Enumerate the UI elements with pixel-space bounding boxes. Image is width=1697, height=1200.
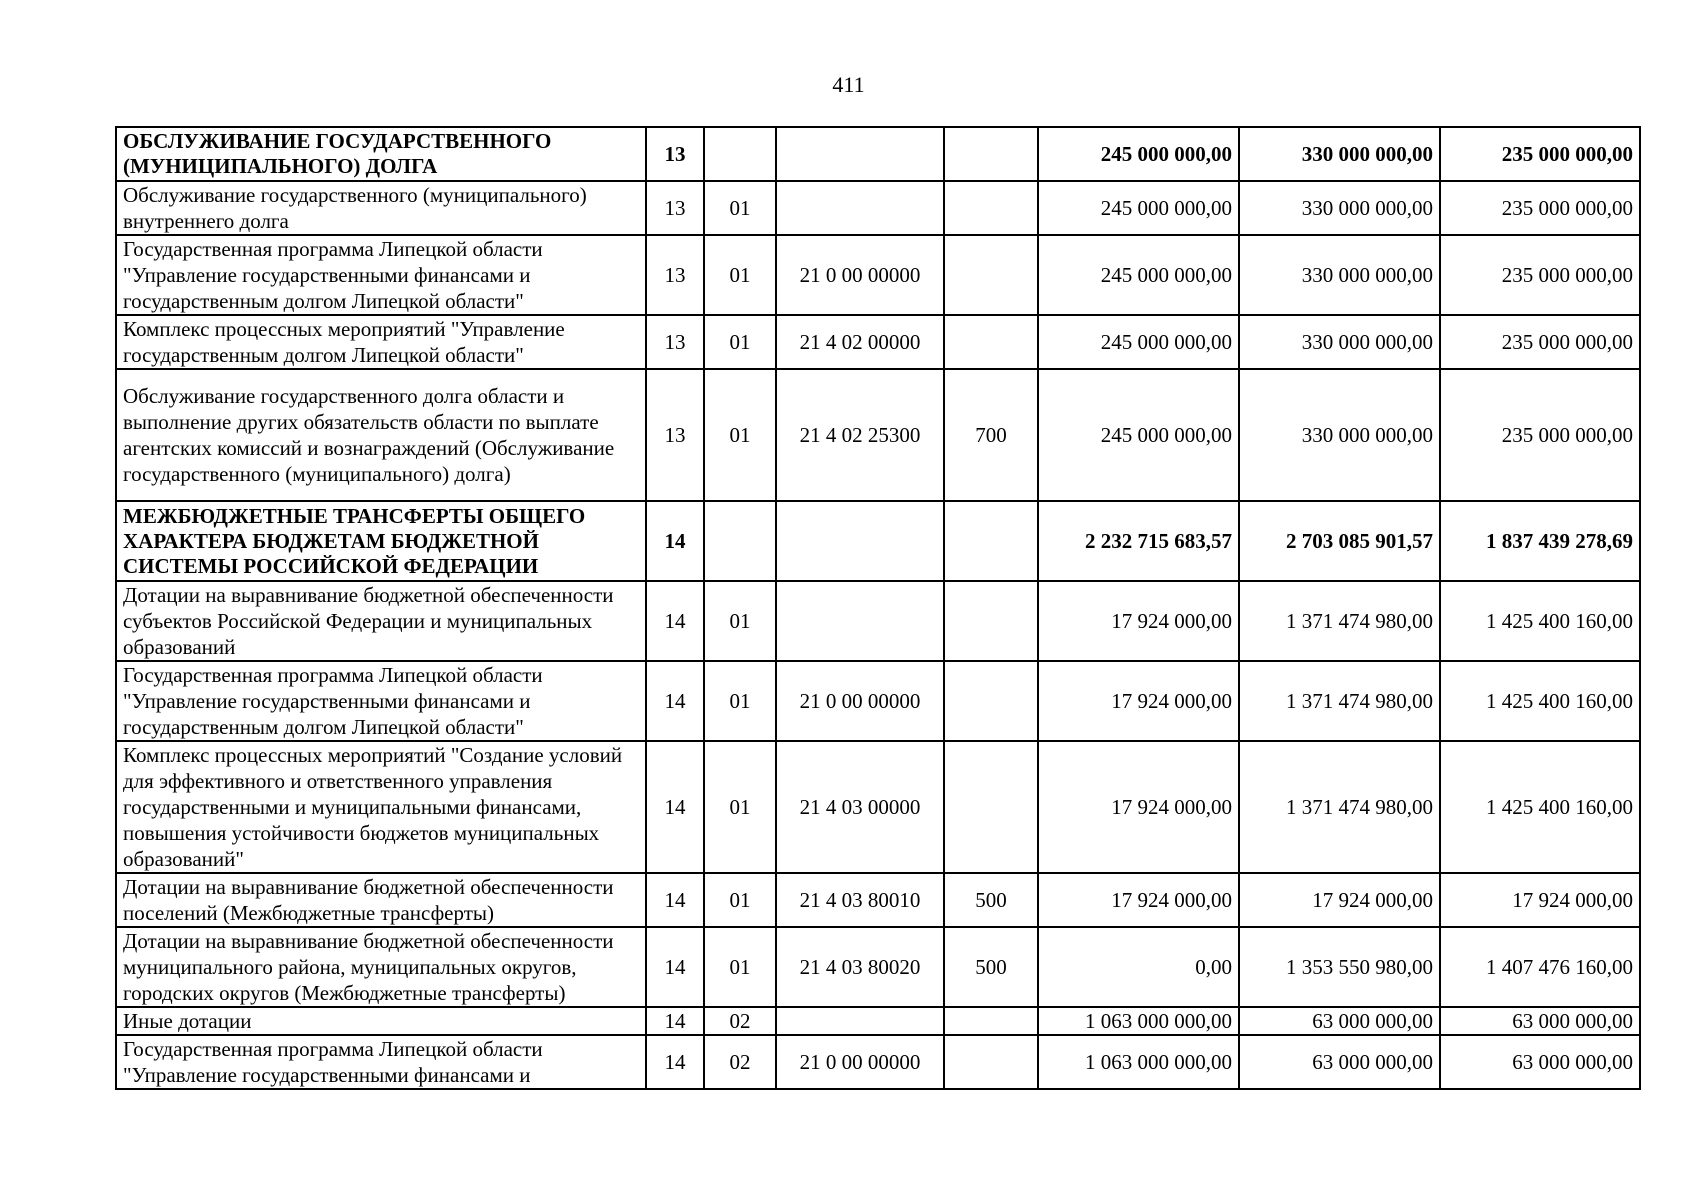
amount-year2-cell: 330 000 000,00 xyxy=(1239,127,1440,181)
amount-year1-cell: 245 000 000,00 xyxy=(1038,181,1239,235)
expense-type-cell xyxy=(944,1035,1038,1089)
amount-year3-cell: 235 000 000,00 xyxy=(1440,369,1640,501)
amount-year2-cell: 63 000 000,00 xyxy=(1239,1035,1440,1089)
expense-name-cell: Дотации на выравнивание бюджетной обеспеченности субъектов Российской Федерации и муниципальных образований xyxy=(116,581,646,661)
subsection-code-cell: 01 xyxy=(704,181,776,235)
section-code-cell: 14 xyxy=(646,581,704,661)
subsection-code-cell: 01 xyxy=(704,581,776,661)
amount-year3-cell: 1 425 400 160,00 xyxy=(1440,741,1640,873)
table-row xyxy=(116,1035,1640,1089)
amount-year2-cell: 330 000 000,00 xyxy=(1239,369,1440,501)
expense-name-cell: Обслуживание государственного долга области и выполнение других обязательств области по выплате агентских комиссий и вознаграждений (Обслуживание государственного (муниципального) долга) xyxy=(116,369,646,501)
table-row xyxy=(116,369,1640,501)
section-code-cell: 14 xyxy=(646,927,704,1007)
subsection-code-cell: 01 xyxy=(704,873,776,927)
expense-name-cell: Государственная программа Липецкой области "Управление государственными финансами и государственным долгом Липецкой области" xyxy=(116,661,646,741)
expense-type-cell xyxy=(944,661,1038,741)
subsection-code-cell: 01 xyxy=(704,927,776,1007)
section-code-cell: 13 xyxy=(646,127,704,181)
amount-year1-cell: 245 000 000,00 xyxy=(1038,369,1239,501)
subsection-code-cell: 01 xyxy=(704,661,776,741)
amount-year3-cell: 17 924 000,00 xyxy=(1440,873,1640,927)
subsection-code-cell: 02 xyxy=(704,1007,776,1035)
table-row xyxy=(116,741,1640,873)
amount-year2-cell: 330 000 000,00 xyxy=(1239,315,1440,369)
section-code-cell: 14 xyxy=(646,661,704,741)
section-code-cell: 13 xyxy=(646,235,704,315)
expense-name-cell: Комплекс процессных мероприятий "Управление государственным долгом Липецкой области" xyxy=(116,315,646,369)
subsection-code-cell: 01 xyxy=(704,315,776,369)
table-row xyxy=(116,181,1640,235)
expense-type-cell xyxy=(944,581,1038,661)
amount-year3-cell: 235 000 000,00 xyxy=(1440,235,1640,315)
section-code-cell: 14 xyxy=(646,1035,704,1089)
expense-name-cell: МЕЖБЮДЖЕТНЫЕ ТРАНСФЕРТЫ ОБЩЕГО ХАРАКТЕРА БЮДЖЕТАМ БЮДЖЕТНОЙ СИСТЕМЫ РОССИЙСКОЙ ФЕДЕРАЦИИ xyxy=(116,501,646,581)
expense-name-cell: Иные дотации xyxy=(116,1007,646,1035)
target-article-cell xyxy=(776,1007,944,1035)
target-article-cell: 21 0 00 00000 xyxy=(776,235,944,315)
expense-name-cell: Комплекс процессных мероприятий "Создание условий для эффективного и ответственного управления государственными и муниципальными финансами, повышения устойчивости бюджетов муниципальных образований" xyxy=(116,741,646,873)
table-row xyxy=(116,127,1640,181)
section-code-cell: 14 xyxy=(646,873,704,927)
amount-year2-cell: 1 371 474 980,00 xyxy=(1239,581,1440,661)
section-code-cell: 14 xyxy=(646,741,704,873)
amount-year1-cell: 0,00 xyxy=(1038,927,1239,1007)
expense-type-cell xyxy=(944,741,1038,873)
amount-year2-cell: 330 000 000,00 xyxy=(1239,181,1440,235)
target-article-cell xyxy=(776,127,944,181)
expense-type-cell xyxy=(944,127,1038,181)
amount-year2-cell: 1 371 474 980,00 xyxy=(1239,661,1440,741)
table-row xyxy=(116,873,1640,927)
amount-year3-cell: 1 425 400 160,00 xyxy=(1440,581,1640,661)
amount-year2-cell: 63 000 000,00 xyxy=(1239,1007,1440,1035)
amount-year3-cell: 235 000 000,00 xyxy=(1440,127,1640,181)
page-number: 411 xyxy=(832,72,865,97)
amount-year2-cell: 17 924 000,00 xyxy=(1239,873,1440,927)
subsection-code-cell: 01 xyxy=(704,369,776,501)
table-row xyxy=(116,501,1640,581)
amount-year1-cell: 17 924 000,00 xyxy=(1038,581,1239,661)
table-row xyxy=(116,581,1640,661)
budget-table xyxy=(115,126,1641,1090)
target-article-cell: 21 4 03 80020 xyxy=(776,927,944,1007)
amount-year3-cell: 1 425 400 160,00 xyxy=(1440,661,1640,741)
amount-year3-cell: 1 837 439 278,69 xyxy=(1440,501,1640,581)
amount-year1-cell: 17 924 000,00 xyxy=(1038,661,1239,741)
subsection-code-cell: 02 xyxy=(704,1035,776,1089)
amount-year3-cell: 63 000 000,00 xyxy=(1440,1035,1640,1089)
expense-type-cell: 500 xyxy=(944,873,1038,927)
target-article-cell xyxy=(776,501,944,581)
amount-year1-cell: 1 063 000 000,00 xyxy=(1038,1035,1239,1089)
expense-type-cell xyxy=(944,181,1038,235)
expense-name-cell: Государственная программа Липецкой области "Управление государственными финансами и государственным долгом Липецкой области" xyxy=(116,235,646,315)
amount-year2-cell: 330 000 000,00 xyxy=(1239,235,1440,315)
expense-type-cell: 500 xyxy=(944,927,1038,1007)
section-code-cell: 14 xyxy=(646,501,704,581)
section-code-cell: 14 xyxy=(646,1007,704,1035)
section-code-cell: 13 xyxy=(646,181,704,235)
amount-year2-cell: 2 703 085 901,57 xyxy=(1239,501,1440,581)
section-code-cell: 13 xyxy=(646,315,704,369)
budget-table-body xyxy=(116,127,1640,1089)
expense-type-cell xyxy=(944,1007,1038,1035)
amount-year1-cell: 1 063 000 000,00 xyxy=(1038,1007,1239,1035)
target-article-cell: 21 4 02 00000 xyxy=(776,315,944,369)
expense-type-cell xyxy=(944,235,1038,315)
amount-year1-cell: 2 232 715 683,57 xyxy=(1038,501,1239,581)
amount-year3-cell: 63 000 000,00 xyxy=(1440,1007,1640,1035)
target-article-cell: 21 4 03 80010 xyxy=(776,873,944,927)
amount-year2-cell: 1 371 474 980,00 xyxy=(1239,741,1440,873)
amount-year2-cell: 1 353 550 980,00 xyxy=(1239,927,1440,1007)
expense-type-cell xyxy=(944,315,1038,369)
amount-year3-cell: 235 000 000,00 xyxy=(1440,315,1640,369)
amount-year3-cell: 1 407 476 160,00 xyxy=(1440,927,1640,1007)
table-row xyxy=(116,1007,1640,1035)
expense-name-cell: Государственная программа Липецкой области "Управление государственными финансами и xyxy=(116,1035,646,1089)
table-row xyxy=(116,235,1640,315)
target-article-cell: 21 0 00 00000 xyxy=(776,1035,944,1089)
amount-year1-cell: 245 000 000,00 xyxy=(1038,315,1239,369)
target-article-cell xyxy=(776,581,944,661)
amount-year1-cell: 17 924 000,00 xyxy=(1038,741,1239,873)
table-row xyxy=(116,661,1640,741)
table-row xyxy=(116,927,1640,1007)
target-article-cell: 21 4 03 00000 xyxy=(776,741,944,873)
expense-type-cell: 700 xyxy=(944,369,1038,501)
amount-year1-cell: 245 000 000,00 xyxy=(1038,127,1239,181)
subsection-code-cell xyxy=(704,501,776,581)
subsection-code-cell xyxy=(704,127,776,181)
target-article-cell: 21 0 00 00000 xyxy=(776,661,944,741)
subsection-code-cell: 01 xyxy=(704,741,776,873)
expense-name-cell: ОБСЛУЖИВАНИЕ ГОСУДАРСТВЕННОГО (МУНИЦИПАЛЬНОГО) ДОЛГА xyxy=(116,127,646,181)
target-article-cell xyxy=(776,181,944,235)
section-code-cell: 13 xyxy=(646,369,704,501)
expense-name-cell: Обслуживание государственного (муниципального) внутреннего долга xyxy=(116,181,646,235)
amount-year3-cell: 235 000 000,00 xyxy=(1440,181,1640,235)
table-row xyxy=(116,315,1640,369)
subsection-code-cell: 01 xyxy=(704,235,776,315)
amount-year1-cell: 17 924 000,00 xyxy=(1038,873,1239,927)
target-article-cell: 21 4 02 25300 xyxy=(776,369,944,501)
expense-name-cell: Дотации на выравнивание бюджетной обеспеченности поселений (Межбюджетные трансферты) xyxy=(116,873,646,927)
expense-type-cell xyxy=(944,501,1038,581)
expense-name-cell: Дотации на выравнивание бюджетной обеспеченности муниципального района, муниципальных округов, городских округов (Межбюджетные трансферты) xyxy=(116,927,646,1007)
amount-year1-cell: 245 000 000,00 xyxy=(1038,235,1239,315)
